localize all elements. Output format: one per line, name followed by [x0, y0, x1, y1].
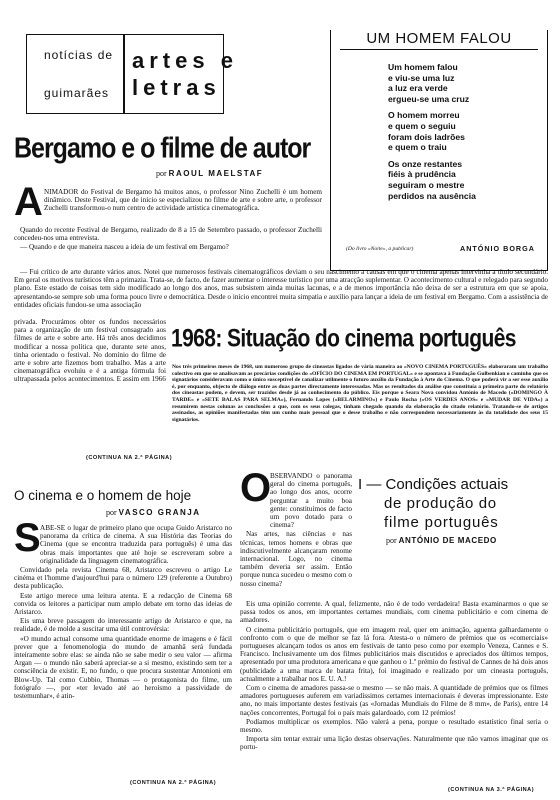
masthead-line1: notícias de [44, 48, 114, 62]
masthead-line2: guimarães [44, 86, 110, 100]
bergamo-p5: privada. Procurámos obter os fundos necessários para a organização de um festival consagrado aos filmes de arte e sobre arte. Há três anos decidimos modificar a nossa política que, durante sete anos, tinha orientado o festival. No domínio do filme de arte e sobre arte fizemos bom trabalho. Mas a arte cinematográfica evoluiu e é a antiga fórmula foi ultrapassada pelos acontecimentos. E assim em 1966 [14, 318, 166, 384]
bergamo-title: Bergamo e o filme de autor [14, 132, 311, 165]
condicoes-title1: I — Condições actuais [358, 476, 509, 493]
middle-p5: Com o cinema de amadores passa-se o mesmo — se não mais. A quantidade de prémios que os filmes amadores portugueses auferem em variadíssimos certames internacionais é deveras impressionante. Este ano, no mais importante destes festivais (as «Jornadas Mundiais do Filme de 8 mm», de Paris), entre 14 nações concorrentes, Portugal foi o país mais galardoado, com 12 prémios! [240, 684, 548, 717]
middle-top [240, 466, 352, 589]
poem-source: (Do livro «Noite», a publicar) [346, 246, 414, 252]
bergamo-intro-rest [14, 226, 322, 253]
middle-p6: Podíamos multiplicar os exemplos. Não valerá a pena, porque o resultado estatístico final seria o mesmo. [240, 717, 548, 735]
bergamo-dropcap: A [14, 180, 43, 224]
cinema-title: O cinema e o homem de hoje [14, 488, 192, 503]
poem-line: O homem morreu [388, 110, 460, 121]
bergamo-col [14, 318, 166, 385]
poem-title-rule [340, 49, 538, 50]
cinema-body [14, 524, 232, 701]
bergamo-byline [156, 169, 263, 178]
poem-line: a luz era verde [388, 83, 448, 94]
bergamo-intro [44, 188, 322, 214]
condicoes-author: ANTÓNIO DE MACEDO [398, 536, 497, 545]
cinema-p1: ABE-SE o lugar de primeiro plano que ocupa Guido Aristarco no panorama da crítica de cinema. A sua História das Teorias do Cinema (que se encontra traduzida para português) é uma das obras mais importantes que até hoje se escreveram sobre a originalidade da linguagem cinematográfica. [40, 524, 232, 565]
situacao-body: Nos três primeiros meses de 1968, um numeroso grupo de cineastas ligados de vária maneira ao «NOVO CINEMA PORTUGUÊS» elaboraram um trabalho colectivo em que se analisavam as precárias condições do «OFÍCIO DO CINEMA EM PORTUGAL» e se apontava à Fundação Gulbenkian o caminho que os signatários consideravam como o único susceptível de canalizar utilmente o futuro auxílio da Fundação à Arte do Cinema. O que poderá vir a ser esse auxílio é, por enquanto, objecto de diálogo entre as duas partes directamente interessadas. Mas os resultados da análise que constituía a primeira parte do relatório dos cineastas podem, e devem, ser trazidos desde já ao conhecimento do público. Eis porque o Seara Nova convidou António de Macedo («DOMINGO À TARDE» e «SETE BALAS PARA SELMA»), Fernando Lopes («BELARMINO») e Paulo Rocha («OS VERDES ANOS» e «MUDAR DE VIDA») a resumirem nestas colunas as conclusões a que, com os seus colegas, tinham chegado quando da elaboração do citado relatório. Tratando-se de artigos assinados, as opiniões manifestadas têm um cunho mais pessoal que o desse trabalho e não correspondem necessariamente às da totalidade dos seus 15 signatários. [172, 364, 548, 423]
middle-p1: BSERVANDO o panorama geral do cinema português, ao longo dos anos, ocorre perguntar a muito boa gente: constituímos de facto um povo dotado para o cinema? [270, 472, 352, 530]
middle-wide [240, 600, 548, 753]
cinema-by: por [106, 508, 117, 517]
masthead-big2: letras [132, 75, 221, 100]
cinema-p2: Convidado pela revista Cinema 68, Aristarco escreveu o artigo Le cinéma et l'homme d'aujourd'hui para o número 129 (referente a Outubro) desta publicação. [14, 566, 232, 591]
poem-line: ergueu-se uma cruz [388, 93, 470, 104]
cinema-p5: «O mundo actual consome uma quantidade enorme de imagens e é fácil prever que a fenomenologia do mundo de amanhã será fundada inteiramente sobre elas: se ainda não se sabe medir o seu valor — afirma Argan — o mundo não saberá apreciar-se a si mesmo, existindo sem ter a consciência de existir. E, no fundo, o que procura sustentar Antonioni em Blow-Up. Tal como Cubbio, Thomas — o protagonista do filme, um fotógrafo —, por «ter levado até ao heroísmo a passividade de testemunhar», é atin- [14, 634, 232, 701]
condicoes-by: por [386, 536, 397, 545]
poem-line: e viu-se uma luz [388, 72, 455, 83]
middle-continue: (CONTINUA NA 3.ª PÁGINA) [448, 787, 535, 793]
condicoes-byline [386, 536, 497, 545]
poem-line: Um homem falou [388, 62, 458, 72]
poem-title: UM HOMEM FALOU [366, 30, 512, 47]
masthead-box [26, 34, 224, 114]
poem-line: seguiram o mestre [388, 179, 465, 190]
bergamo-by: por [156, 169, 167, 178]
poem-line: Os onze restantes [388, 158, 463, 169]
poem-author: ANTÓNIO BORGA [460, 244, 535, 253]
poem-lines [388, 62, 538, 201]
masthead-divider [123, 34, 125, 114]
bergamo-author: RAOUL MAELSTAF [168, 169, 264, 178]
bergamo-wide [14, 268, 548, 310]
bergamo-p2: Quando do recente Festival de Bergamo, realizado de 8 a 15 de Setembro passado, o professor Zuchelli concedeu-nos uma entrevista. [14, 226, 322, 243]
situacao-title: 1968: Situação do cinema português [171, 325, 516, 353]
middle-p3: Eis uma opinião corrente. A qual, felizmente, não é de todo verdadeira! Basta examinarmos o que se passa todos os anos, em importantes certames mundiais, com cinema publicitário e com cinema de amadores. [240, 600, 548, 625]
poem-line: fiéis à prudência [388, 169, 456, 180]
poem-line: e quem o traiu [388, 142, 447, 153]
cinema-continue: (CONTINUA NA 2.ª PÁGINA) [130, 780, 217, 786]
cinema-p3: Este artigo merece uma leitura atenta. E a redacção de Cinema 68 convida os leitores a participar num amplo debate em torno das ideias de Aristarco. [14, 591, 232, 617]
middle-p7: Importa sim tentar extrair uma lição destas observações. Naturalmente que não vamos imaginar que os portu- [240, 735, 548, 752]
poem-line: foram dois ladrões [388, 131, 465, 142]
condicoes-title2: de produção do [384, 495, 497, 512]
middle-p2: Nas artes, nas ciências e nas técnicas, temos homens e obras que indiscutivelmente alcançaram renome internacional. Logo, no cinema também deveria ser assim. Então porque nunca sucedeu o mesmo com o nosso cinema? [240, 530, 352, 588]
bergamo-p4: — Fui crítico de arte durante vários anos. Notei que numerosos festivais cinematográficos deviam o seu nascimento a causas em que o cinema apenas intervinha a título secundário. Em geral os motivos turísticos têm a primazia. Trata-se, de facto, de fazer aumentar o interesse turístico por uma atracção suplementar. O acontecimento cultural e relegado para segundo plano. Este estado de coisas tem sido modificado ao longo dos anos, mas subsistem ainda muitas lacunas, e a de menos importância não deixa de ser a estrutura em que se apoia, apresentando-se sempre sob uma forma pouco livre e democrática. Desde o início encontrei muita simpatia e auxílio para lançar a ideia de um festival em Bergamo. Com a assistência de entidades oficiais fundou-se uma associação [14, 268, 548, 309]
poem-line: e quem o seguiu [388, 120, 456, 131]
bergamo-continue: (CONTINUA NA 2.ª PÁGINA) [86, 455, 173, 461]
cinema-p4: Eis uma breve passagem do interessante artigo de Aristarco e que, na realidade, é de molde a suscitar uma útil controvérsia: [14, 617, 232, 634]
middle-dropcap: O [240, 466, 272, 510]
cinema-byline [106, 508, 201, 517]
cinema-author: VASCO GRANJA [118, 508, 201, 517]
bergamo-p3: — Quando e de que maneira nasceu a ideia de um festival em Bergamo? [20, 243, 229, 252]
poem-line: perdidos na ausência [388, 190, 476, 201]
masthead-big1: artes e [132, 48, 238, 73]
middle-p4: O cinema publicitário português, que em imagem real, quer em animação, aguenta galhardamente o confronto com o que de melhor se faz lá fora. Atesta-o o número de prémios que os «comerciais» portugueses alcançam todos os anos em festivais de tanto peso como por exemplo Veneza, Cannes e S. Francisco. Inclusivamente um dos filmes publicitários mais discutidos e apreciados dos últimos tempos, apresentado por uma produtora americana e que ganhou o 1.º prémio do festival de Cannes de há dois anos (publicidade a uma marca de batata frita), foi imaginado e realizado por um cineasta português, actualmente a trabalhar nos E. U. A.! [240, 625, 548, 683]
condicoes-title3: filme português [384, 514, 499, 531]
bergamo-p1: NIMADOR do Festival de Bergamo há muitos anos, o professor Nino Zuchelli é um homem dinâmico. Deste Festival, que de início se especializou no filme de arte e sobre arte, o professor Zuchelli transformou-o num centro de actividade artística cinematográfica. [44, 188, 322, 213]
cinema-dropcap: S [14, 516, 41, 560]
